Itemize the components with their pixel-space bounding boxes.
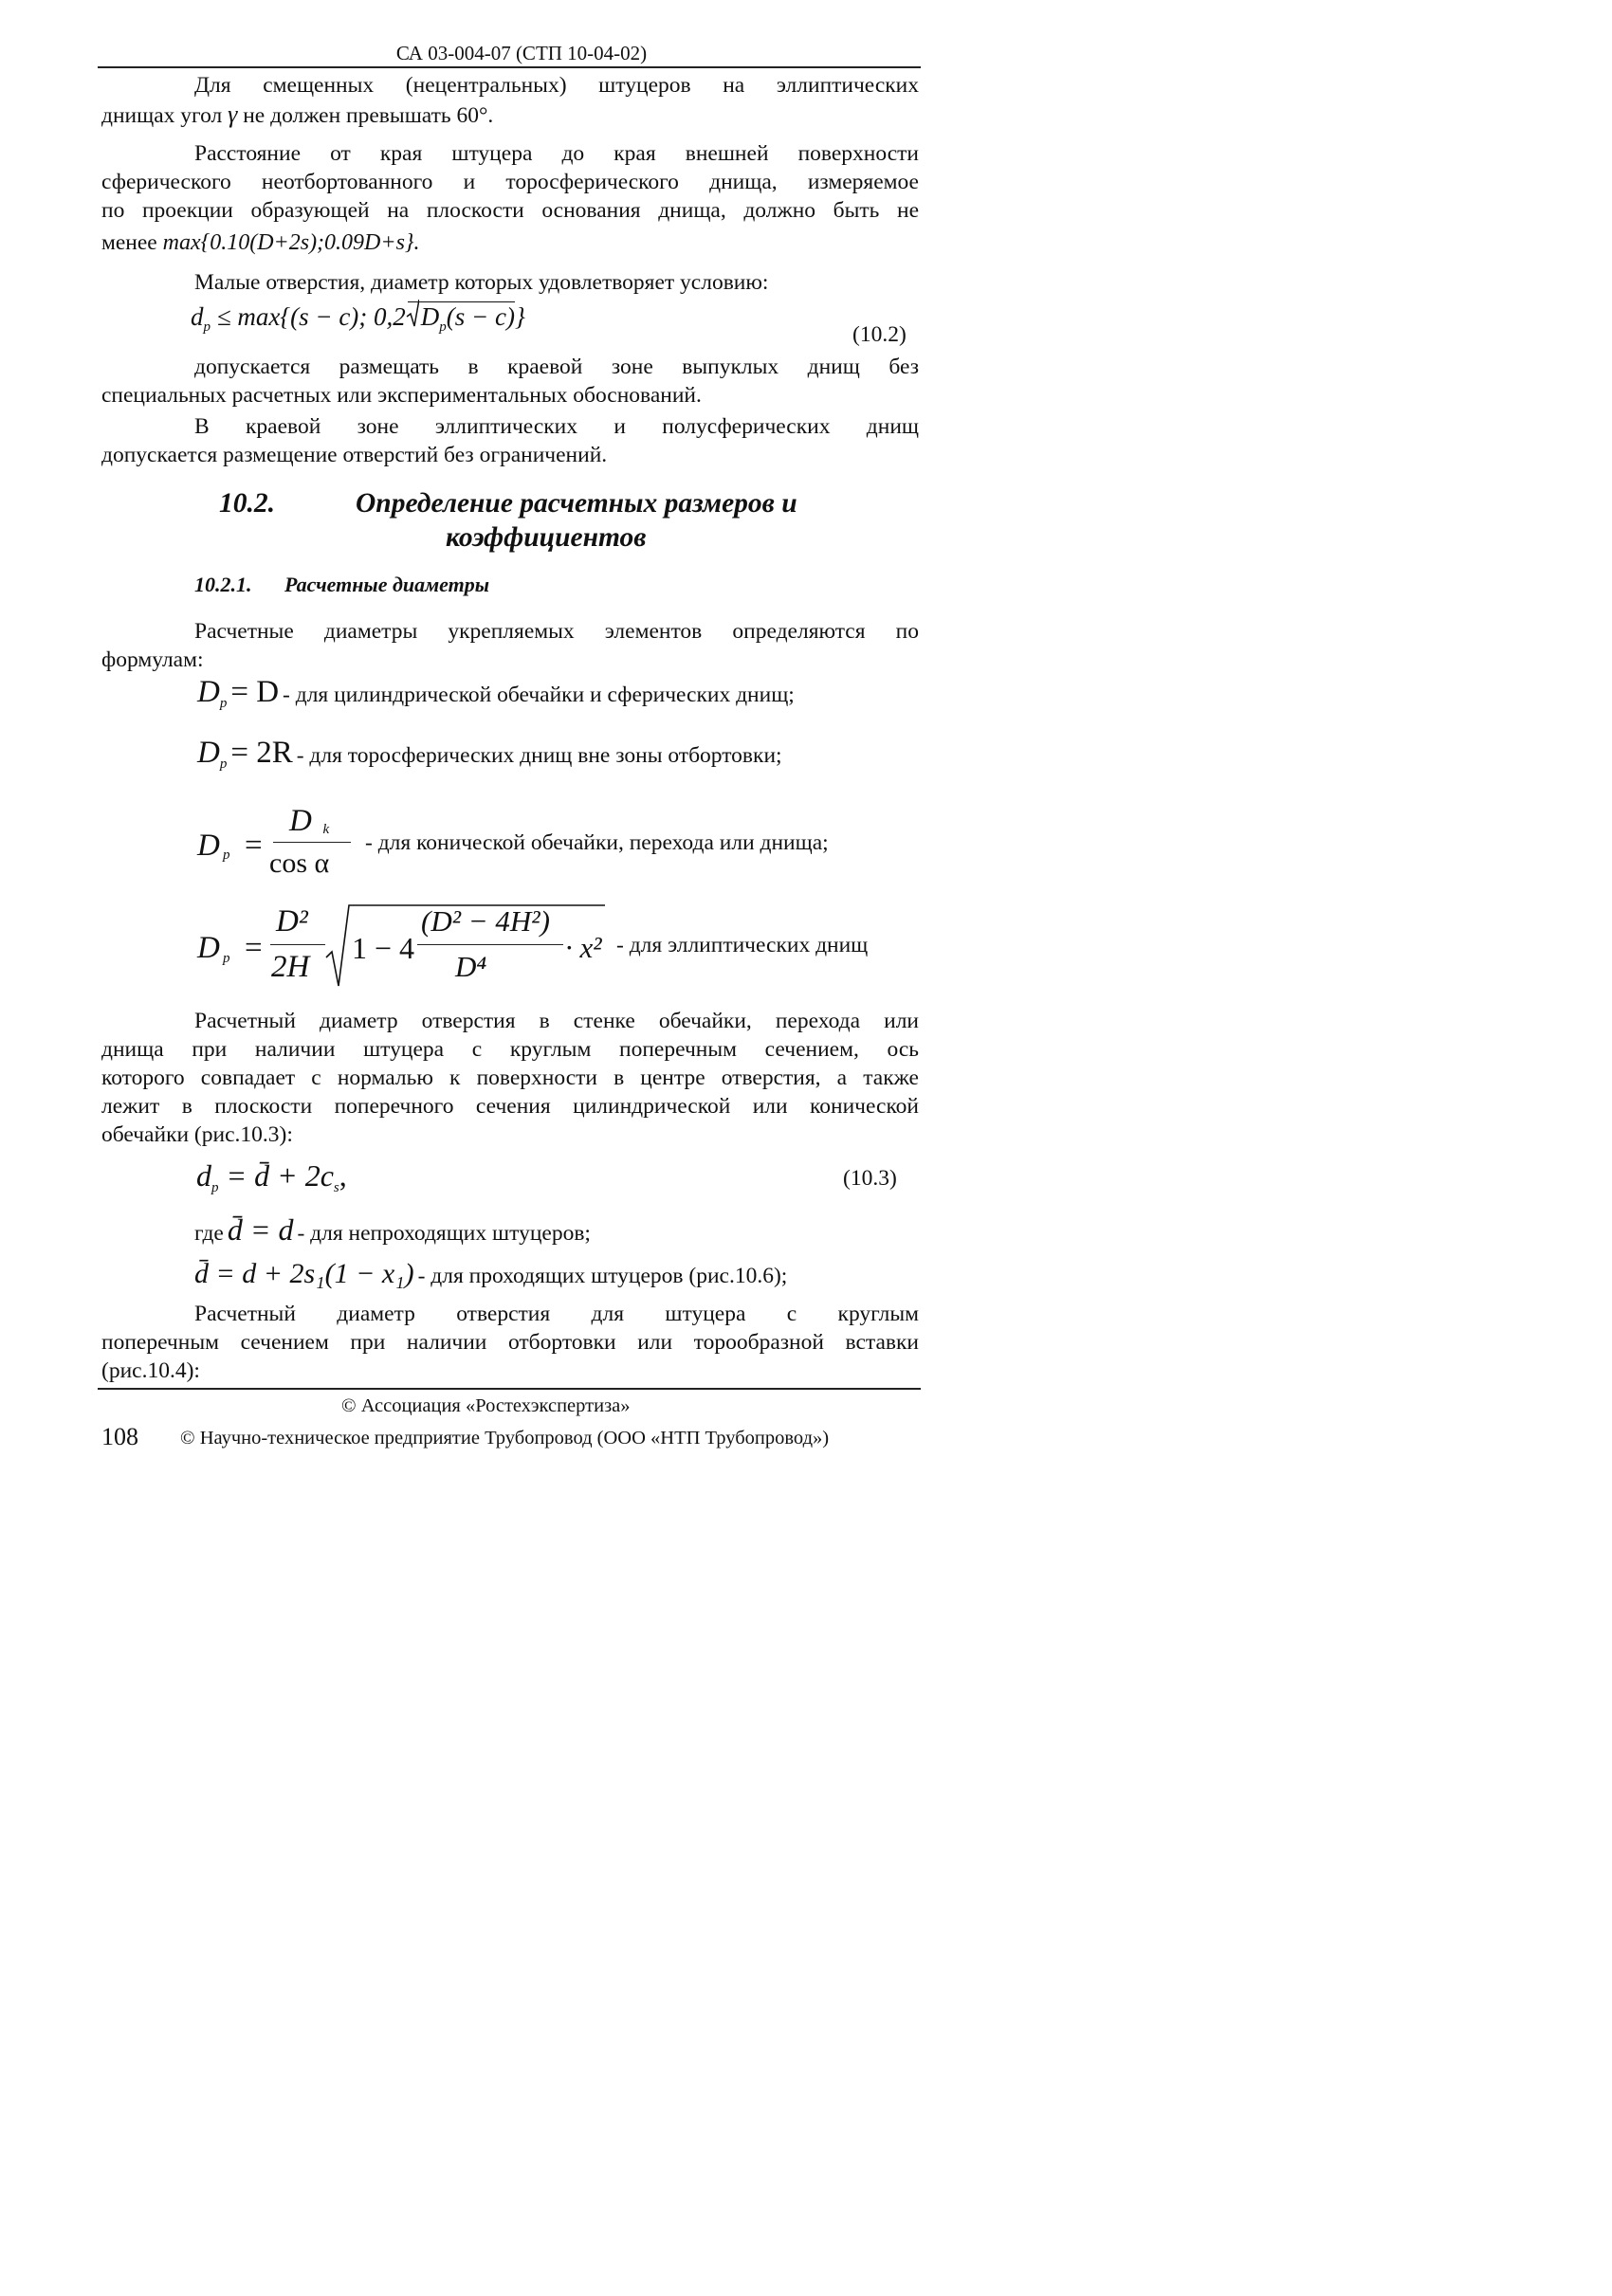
footer-association: © Ассоциация «Ростехэкспертиза» xyxy=(341,1395,631,1416)
formula-10-3: dp = d̄ + 2cs, xyxy=(196,1158,347,1195)
formula-dp-ellipsoidal: D p = D² 2H 1 − 4 (D² − 4H²) D⁴ · x² - для эллиптических днищ xyxy=(197,899,918,993)
para-1-line-2: днищах угол γ не должен превышать 60°. xyxy=(101,100,494,128)
para-4-line-2: допускается размещение отверстий без ограничений. xyxy=(101,443,608,467)
footer-enterprise: © Научно-техническое предприятие Трубопровод (ООО «НТП Трубопровод») xyxy=(180,1428,830,1449)
footer-rule xyxy=(98,1388,921,1390)
para-3-line-1: Малые отверстия, диаметр которых удовлетворяет условию: xyxy=(194,270,769,295)
document-page xyxy=(0,0,1043,1485)
where-through: d̄ = d + 2s₁(1 − x₁) - для проходящих штуцеров (рис.10.6); xyxy=(194,1258,788,1289)
section-number: 10.2. xyxy=(219,488,275,519)
section-title-line-2: коэффициентов xyxy=(446,522,647,553)
para-6-line-3: которого совпадает с нормалью к поверхности в центре отверстия, а также xyxy=(101,1066,919,1090)
sqrt-sign xyxy=(406,300,419,330)
para-2-line-3: по проекции образующей на плоскости основания днища, должно быть не xyxy=(101,198,919,223)
formula-min-distance: max{0.10(D+2s);0.09D+s}. xyxy=(162,230,420,255)
formula-dp-cylinder: Dp = D - для цилиндрической обечайки и сферических днищ; xyxy=(197,675,795,711)
formula-10-2: $d_p \le \max\{(s - c)$; 0,2 $D_p(s - c)$} xyxy=(191,301,525,332)
formula-dp-conical: D p = D k cos α - для конической обечайки, перехода или днища; xyxy=(197,804,829,879)
eq-number-10-3: (10.3) xyxy=(843,1166,897,1191)
para-1-line-1: Для смещенных (нецентральных) штуцеров на эллиптических xyxy=(194,73,919,98)
para-7-line-3: (рис.10.4): xyxy=(101,1358,200,1383)
para-4-line-1: В краевой зоне эллиптических и полусферических днищ xyxy=(194,414,919,439)
formula-dp-torospherical: Dp = 2R - для торосферических днищ вне зоны отбортовки; xyxy=(197,736,782,772)
para-6-line-5: обечайки (рис.10.3): xyxy=(101,1122,293,1147)
para-5-line-2: формулам: xyxy=(101,647,204,672)
para-7-line-1: Расчетный диаметр отверстия для штуцера с круглым xyxy=(194,1302,919,1326)
para-7-line-2: поперечным сечением при наличии отбортовки или торообразной вставки xyxy=(101,1330,919,1355)
para-2-line-1: Расстояние от края штуцера до края внешней поверхности xyxy=(194,141,919,166)
para-6-line-4: лежит в плоскости поперечного сечения цилиндрической или конической xyxy=(101,1094,919,1119)
subsection-title: Расчетные диаметры xyxy=(284,573,490,596)
subsection-number: 10.2.1. xyxy=(194,573,252,596)
eq-number-10-2: (10.2) xyxy=(852,322,907,347)
header-rule xyxy=(98,66,921,68)
para-3-line-3: специальных расчетных или экспериментальных обоснований. xyxy=(101,383,702,408)
para-2-line-4: менее max{0.10(D+2s);0.09D+s}. xyxy=(101,230,420,255)
page-number: 108 xyxy=(101,1423,138,1450)
para-6-line-1: Расчетный диаметр отверстия в стенке обечайки, перехода или xyxy=(194,1009,919,1033)
para-2-line-2: сферического неотбортованного и торосферического днища, измеряемое xyxy=(101,170,919,194)
gamma-symbol: γ xyxy=(228,100,238,128)
para-3-line-2: допускается размещать в краевой зоне выпуклых днищ без xyxy=(194,355,919,379)
section-title-line-1: Определение расчетных размеров и xyxy=(356,488,797,519)
para-6-line-2: днища при наличии штуцера с круглым поперечным сечением, ось xyxy=(101,1037,919,1062)
doc-header-code: СА 03-004-07 (СТП 10-04-02) xyxy=(395,42,648,64)
where-non-through: где d̄ = d - для непроходящих штуцеров; xyxy=(194,1212,591,1247)
para-5-line-1: Расчетные диаметры укрепляемых элементов определяются по xyxy=(194,619,919,644)
